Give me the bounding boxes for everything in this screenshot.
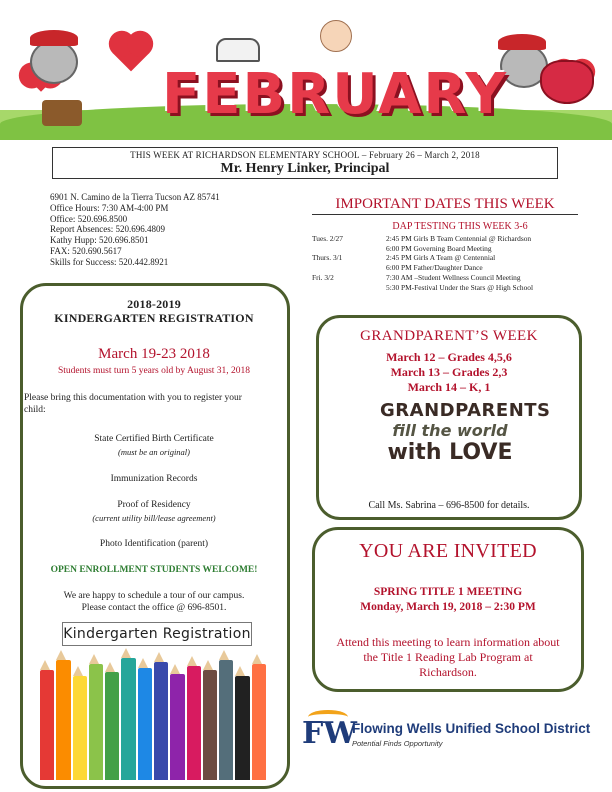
tour-line-1: We are happy to schedule a tour of our campus. bbox=[63, 591, 245, 601]
meeting-description: Attend this meeting to learn information about the Title 1 Reading Lab Program at Richardson. bbox=[336, 635, 560, 679]
contact-hours: Office Hours: 7:30 AM-4:00 PM bbox=[50, 202, 169, 213]
grade-line-3: March 14 – K, 1 bbox=[407, 380, 491, 394]
image-text-3: with LOVE bbox=[387, 440, 513, 465]
date-day bbox=[312, 283, 386, 293]
grandparents-title: GRANDPARENT’S WEEK bbox=[360, 328, 538, 344]
list-item bbox=[312, 273, 533, 283]
date-text: 5:30 PM-Festival Under the Stars @ High School bbox=[386, 282, 534, 292]
heart-box-icon bbox=[540, 60, 594, 104]
date-text: 6:00 PM Governing Board Meeting bbox=[386, 243, 492, 253]
date-text: 2:45 PM Girls A Team @ Centennial bbox=[386, 253, 496, 263]
colored-pencils-image bbox=[40, 648, 266, 780]
bring-documents-text: Please bring this documentation with you to register your child: bbox=[24, 393, 242, 415]
tree-stump bbox=[42, 100, 82, 126]
pencil-icon bbox=[154, 662, 168, 780]
date-day: Fri. 3/2 bbox=[312, 272, 334, 282]
important-dates-title: IMPORTANT DATES THIS WEEK bbox=[335, 196, 555, 212]
kindergarten-title bbox=[22, 297, 286, 325]
dap-testing: DAP TESTING THIS WEEK 3-6 bbox=[392, 221, 528, 232]
cupid-icon bbox=[320, 20, 352, 52]
pencil-icon bbox=[252, 664, 266, 780]
list-item bbox=[312, 234, 533, 244]
contact-absences: Report Absences: 520.696.4809 bbox=[50, 224, 165, 235]
principal-name: Mr. Henry Linker, Principal bbox=[220, 161, 390, 176]
pencil-icon bbox=[89, 664, 103, 780]
pencil-icon bbox=[203, 670, 217, 780]
tour-info bbox=[22, 590, 286, 614]
grandparents-love-image bbox=[380, 400, 551, 486]
pencil-icon bbox=[219, 660, 233, 780]
cat-character-left bbox=[30, 40, 78, 84]
logo-mark: FW bbox=[302, 716, 357, 751]
grade-line-1: March 12 – Grades 4,5,6 bbox=[386, 350, 512, 364]
pencil-icon bbox=[187, 666, 201, 780]
contact-skills: Skills for Success: 520.442.8921 bbox=[50, 256, 169, 267]
kindergarten-heading: KINDERGARTEN REGISTRATION bbox=[54, 311, 254, 325]
pencil-icon bbox=[56, 660, 70, 780]
call-info: Call Ms. Sabrina – 696-8500 for details. bbox=[368, 500, 530, 511]
date-day bbox=[312, 263, 386, 273]
doc-residency-note: (current utility bill/lease agreement) bbox=[92, 513, 216, 523]
contact-fax: FAX: 520.690.5617 bbox=[50, 245, 122, 256]
kindergarten-registration-banner: Kindergarten Registration bbox=[62, 622, 252, 646]
doc-immunization: Immunization Records bbox=[110, 474, 198, 484]
pencil-icon bbox=[121, 658, 135, 780]
doc-birth-certificate: State Certified Birth Certificate bbox=[94, 434, 214, 444]
pencil-icon bbox=[170, 674, 184, 780]
header-box bbox=[52, 147, 558, 179]
dates-list bbox=[312, 234, 533, 292]
grade-line-2: March 13 – Grades 2,3 bbox=[390, 365, 508, 379]
district-tagline: Potential Finds Opportunity bbox=[352, 739, 443, 748]
date-text: 2:45 PM Girls B Team Centennial @ Richardson bbox=[386, 234, 532, 243]
list-item bbox=[312, 253, 533, 263]
date-day: Tues. 2/27 bbox=[312, 234, 343, 243]
age-requirement: Students must turn 5 years old by August 31, 2018 bbox=[57, 366, 251, 376]
contact-address: 6901 N. Camino de la Tierra Tucson AZ 85741 bbox=[50, 192, 220, 202]
mailbox-icon bbox=[216, 38, 260, 62]
kindergarten-year: 2018-2019 bbox=[127, 297, 181, 311]
contact-kathy: Kathy Hupp: 520.696.8501 bbox=[50, 235, 149, 246]
pencil-icon bbox=[73, 676, 87, 780]
divider bbox=[312, 214, 578, 215]
pencil-icon bbox=[40, 670, 54, 780]
meeting-info bbox=[312, 585, 584, 615]
date-text: 7:30 AM –Student Wellness Council Meeting bbox=[386, 272, 521, 282]
pirate-hat-icon bbox=[30, 30, 78, 46]
registration-dates: March 19-23 2018 bbox=[98, 346, 210, 362]
week-line: THIS WEEK AT RICHARDSON ELEMENTARY SCHOOL – February 26 – March 2, 2018 bbox=[130, 150, 480, 160]
doc-photo-id: Photo Identification (parent) bbox=[99, 539, 209, 549]
february-banner bbox=[0, 0, 612, 140]
district-name: Flowing Wells Unified School District bbox=[352, 721, 591, 736]
list-item bbox=[312, 244, 533, 254]
invitation-title: YOU ARE INVITED bbox=[359, 540, 537, 562]
date-day bbox=[312, 244, 386, 254]
tour-line-2: Please contact the office @ 696-8501. bbox=[81, 603, 227, 613]
contact-office: Office: 520.696.8500 bbox=[50, 213, 128, 224]
meeting-name: SPRING TITLE 1 MEETING bbox=[373, 586, 523, 598]
image-text-2: fill the world bbox=[392, 421, 508, 440]
list-item bbox=[312, 283, 533, 293]
grade-schedule bbox=[316, 350, 582, 395]
contact-info bbox=[50, 192, 220, 268]
banner-title: FEBRUARY bbox=[161, 62, 508, 127]
list-item bbox=[312, 263, 533, 273]
pencil-icon bbox=[235, 676, 249, 780]
pencil-icon bbox=[138, 668, 152, 780]
image-text-1: GRANDPARENTS bbox=[380, 400, 551, 421]
open-enrollment: OPEN ENROLLMENT STUDENTS WELCOME! bbox=[50, 565, 258, 575]
doc-birth-certificate-note: (must be an original) bbox=[117, 447, 190, 457]
date-text: 6:00 PM Father/Daughter Dance bbox=[386, 263, 483, 273]
pirate-hat-icon bbox=[498, 34, 546, 50]
meeting-date: Monday, March 19, 2018 – 2:30 PM bbox=[360, 601, 536, 613]
district-logo bbox=[302, 712, 592, 752]
pencil-icon bbox=[105, 672, 119, 780]
date-day: Thurs. 3/1 bbox=[312, 253, 343, 263]
doc-residency: Proof of Residency bbox=[117, 500, 191, 510]
